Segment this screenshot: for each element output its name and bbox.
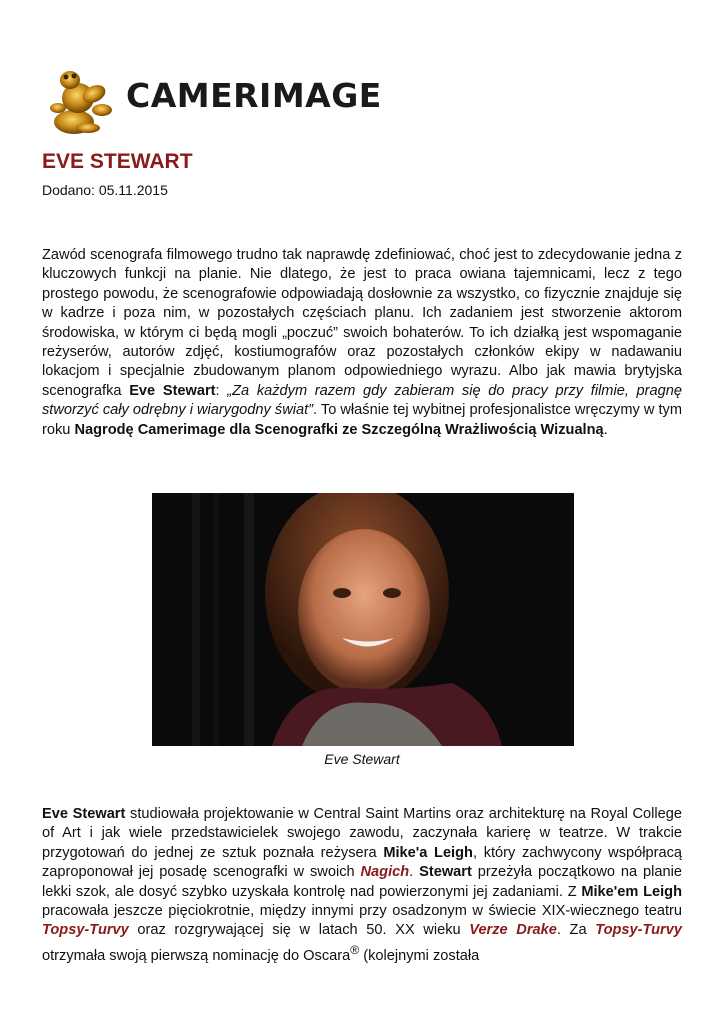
- logo-wordmark: CAMERIMAGE: [126, 76, 382, 115]
- film-title[interactable]: Nagich: [360, 864, 410, 881]
- bio-text-6: oraz rozgrywającej się w latach 50. XX wieku: [128, 922, 470, 939]
- article-title: EVE STEWART: [42, 150, 193, 173]
- film-title-3[interactable]: Verze Drake: [469, 922, 557, 939]
- bio-text: studiowała projektowanie w Central Saint Martins oraz architekturę na Royal College of Art i jak wiele przedstawicielek swojego zawodu, zaczynała karierę w teatrze. W trakcie przygotowań do jednej ze sztuk poznała reżysera: [42, 806, 683, 861]
- film-title-4[interactable]: Topsy-Turvy: [595, 922, 682, 939]
- award-name: Nagrodę Camerimage dla Scenografki ze Szczególną Wrażliwością Wizualną: [74, 421, 604, 438]
- golden-frog-icon: [44, 64, 120, 138]
- date-value: 05.11.2015: [98, 182, 168, 198]
- portrait-photo: [152, 493, 574, 746]
- bio-text-8: otrzymała swoją pierwszą nominację do Oscara: [42, 947, 351, 964]
- date-label: Dodano:: [42, 182, 95, 198]
- person-name: Eve Stewart: [129, 382, 216, 399]
- director-name-2: Mike'em Leigh: [581, 883, 682, 900]
- bio-text-3: .: [409, 864, 420, 881]
- bio-text-7: . Za: [556, 922, 596, 939]
- bio-text-4: przeżyła początkowo na planie lekki szok, ale dosyć szybko uzyskała kontrolę nad powierzonymi jej zadaniami. Z: [42, 864, 683, 900]
- intro-colon: :: [215, 382, 228, 399]
- quote: „Za każdym razem gdy zabieram się do pracy przy filmie, pragnę stworzyć cały odrębny i wiarygodny świat”: [42, 382, 682, 419]
- bio-text-5: pracowała jeszcze pięciokrotnie, między innymi przy osadzonym w świecie XIX-wiecznego teatru: [42, 903, 682, 920]
- intro-text-2: . To właśnie tej wybitnej profesjonalistce wręczymy w tym roku: [42, 402, 682, 438]
- intro-paragraph: [42, 246, 682, 440]
- intro-period: .: [603, 421, 608, 438]
- bio-text-9: (kolejnymi została: [359, 947, 480, 964]
- director-name: Mike'a Leigh: [383, 844, 473, 861]
- camerimage-logo[interactable]: [44, 64, 382, 138]
- intro-text: Zawód scenografa filmowego trudno tak naprawdę zdefiniować, choć jest to zdecydowanie jedna z kluczowych funkcji na planie. Nie dlatego, że jest to praca owiana tajemnicami, lecz z tego prostego powodu, że scenografowie odpowiadają dosłownie za wszystko, co fizycznie znajduje się w kadrze i poza nim, w pozostałych częściach planu. Ich zadaniem jest stworzenie aktorom środowiska, w którym ci będą mogli „poczuć” swoich bohaterów. To ich działką jest wspomaganie reżyserów, autorów zdjęć, kostiumografów oraz pozostałych członków ekipy w nadawaniu lokacjom i specjalnie zbudowanym planom odpowiedniego wyrazu. Albo jak mawia brytyjska scenografka: [42, 247, 682, 399]
- bio-text-2: , który zachwycony współpracą zaproponował jej posadę scenografki w swoich: [42, 844, 683, 881]
- registered-mark: ®: [350, 942, 360, 957]
- bio-surname: Stewart: [419, 864, 472, 881]
- publish-date: [42, 182, 168, 198]
- bio-paragraph: [42, 805, 682, 966]
- bio-name: Eve Stewart: [42, 806, 126, 822]
- photo-caption: Eve Stewart: [324, 751, 400, 767]
- film-title-2[interactable]: Topsy-Turvy: [42, 922, 129, 939]
